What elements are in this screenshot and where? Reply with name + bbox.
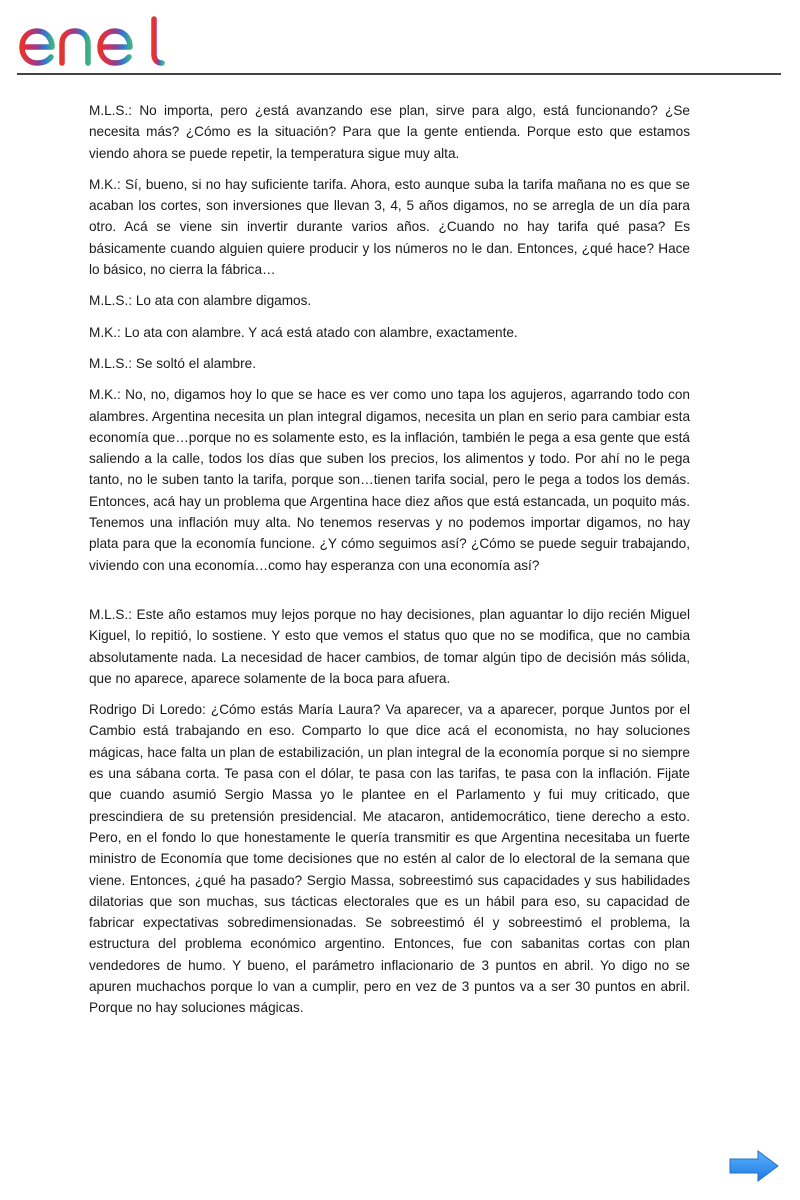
transcript-body [89,100,690,1029]
paragraph: M.L.S.: Lo ata con alambre digamos. [89,293,312,309]
paragraph: M.K.: No, no, digamos hoy lo que se hace es ver como uno tapa los agujeros, agarrando todo con alambres. Argentina necesita un plan integral digamos, necesita un plan en serio para cambiar esta economía que…porque no es solamente esto, es la inflación, también le pega a esa gente que está saliendo a la calle, todos los días que suben los precios, los alimentos y todo. Por ahí no le pega tanto, no le suben tanto la tarifa, porque son…tienen tarifa social, pero le pega a todos los demás. Entonces, acá hay un problema que Argentina hace diez años que está estancada, un poquito más. Tenemos una inflación muy alta. No tenemos reservas y no podemos importar digamos, no hay plata para que la economía funcione. ¿Y cómo seguimos así? ¿Cómo se puede seguir trabajando, viviendo con una economía…como hay esperanza con una economía así? [89,387,690,573]
paragraph: M.K.: Lo ata con alambre. Y acá está atado con alambre, exactamente. [89,324,518,340]
paragraph: M.L.S.: Se soltó el alambre. [89,355,256,371]
paragraph: M.K.: Sí, bueno, si no hay suficiente tarifa. Ahora, esto aunque suba la tarifa mañana no es que se acaban los cortes, son inversiones que llevan 3, 4, 5 años digamos, no se arregla de un día para otro. Acá se viene sin invertir durante varios años. ¿Cuando no hay tarifa qué pasa? Es básicamente cuando alguien quiere producir y los números no le dan. Entonces, ¿qué hace? Hace lo básico, no cierra la fábrica… [89,176,690,278]
right-arrow-icon[interactable] [728,1148,780,1184]
paragraph: M.L.S.: Este año estamos muy lejos porque no hay decisiones, plan aguantar lo dijo recién Miguel Kiguel, lo repitió, lo sostiene. Y esto que vemos el status quo que no se modifica, que no cambia absolutamente nada. La necesidad de hacer cambios, de tomar algún tipo de decisión más sólida, que no aparece, aparece solamente de la boca para afuera. [89,606,690,686]
paragraph: Rodrigo Di Loredo: ¿Cómo estás María Laura? Va aparecer, va a aparecer, porque Juntos por el Cambio está trabajando en eso. Comparto lo que dice acá el economista, no hay soluciones mágicas, hace falta un plan de estabilización, un plan integral de la economía porque si no siempre es una sábana corta. Te pasa con el dólar, te pasa con las tarifas, te pasa con la inflación. Fijate que cuando asumió Sergio Massa yo le plantee en el Parlamento y fui muy criticado, que prescindiera de su pretensión presidencial. Me atacaron, antidemocrático, tiene derecho a esto. Pero, en el fondo lo que honestamente le quería transmitir es que Argentina necesitaba un fuerte ministro de Economía que tome decisiones que no estén al calor de lo electoral de la semana que viene. Entonces, ¿qué ha pasado? Sergio Massa, sobreestimó sus capacidades y sus habilidades dilatorias que son muchas, sus tácticas electorales que es un hábil para eso, su capacidad de fabricar expectativas sobredimensionadas. Se sobreestimó él y sobreestimó el problema, la estructura del problema económico argentino. Entonces, fue con sabanitas cortas con plan vendedores de humo. Y bueno, el parámetro inflacionario de 3 puntos en abril. Yo digo no se apuren muchachos porque lo van a cumplir, pero en vez de 3 puntos va a ser 30 puntos en abril. Porque no hay soluciones mágicas. [89,702,690,1016]
header-divider [17,73,781,75]
page-header [0,0,800,76]
enel-logo [18,16,170,68]
paragraph: M.L.S.: No importa, pero ¿está avanzando ese plan, sirve para algo, está funcionando? ¿Se necesita más? ¿Cómo es la situación? Para que la gente entienda. Porque esto que estamos viendo ahora se puede repetir, la temperatura sigue muy alta. [89,103,690,161]
